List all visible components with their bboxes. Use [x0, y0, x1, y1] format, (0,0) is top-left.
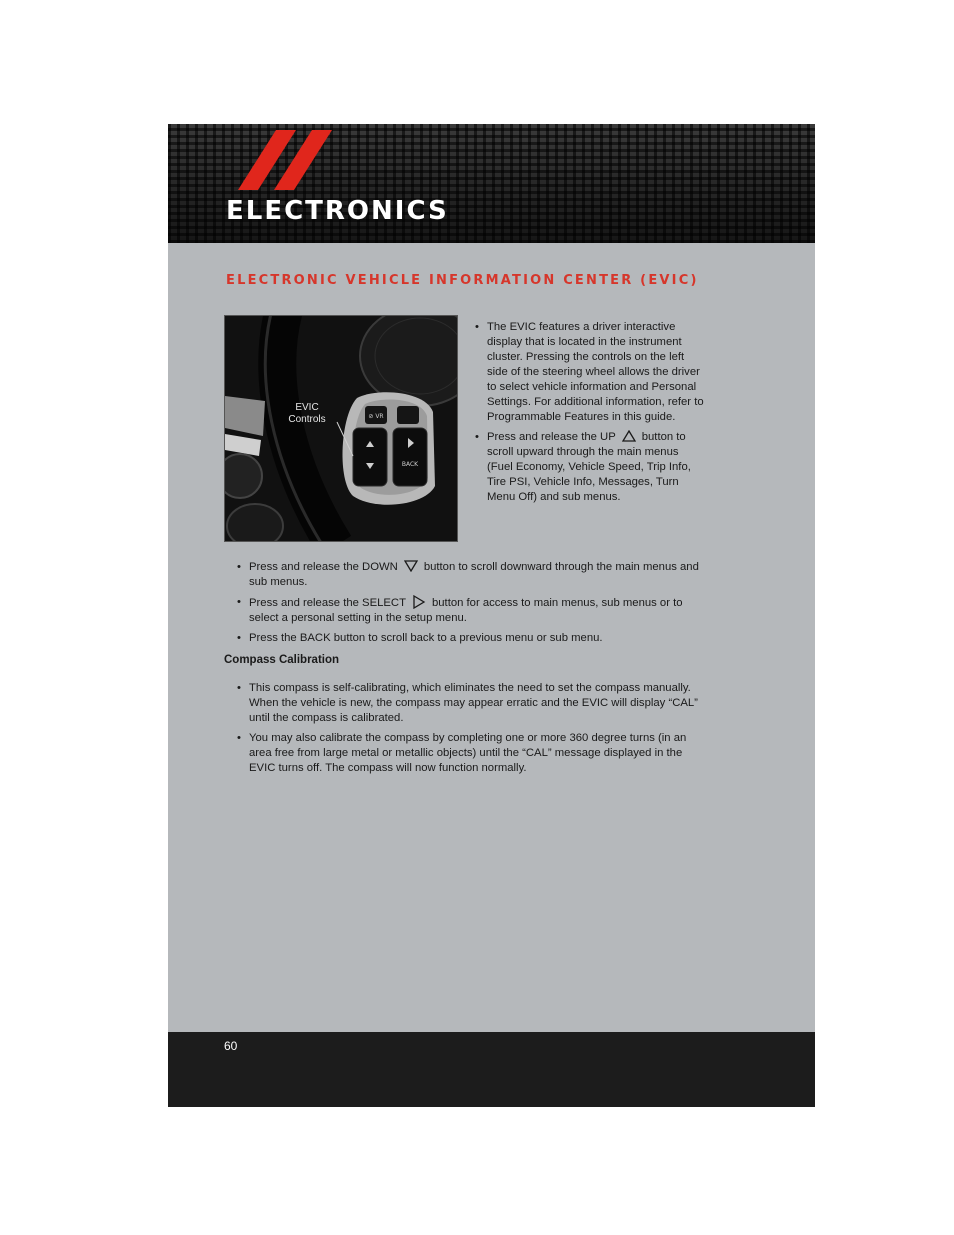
page-footer	[168, 1032, 815, 1107]
list-item: • The EVIC features a driver interactive display that is located in the instrument cluster. Pressing the controls on the left side of the steering wheel allows the driver to select vehicle information and Personal Settings. For additional information, refer to Programmable Features in this guide.	[474, 320, 704, 425]
up-bullet-text-after: button to scroll upward through the main menus (Fuel Economy, Vehicle Speed, Trip Info, Tire PSI, Vehicle Info, Messages, Turn Menu Off) and sub menus.	[487, 431, 691, 503]
down-bullet-text-after: button to scroll downward through the main menus and sub menus.	[249, 561, 699, 588]
chapter-title: ELECTRONICS	[226, 196, 449, 226]
select-bullet-text-after: button for access to main menus, sub menus or to select a personal setting in the setup menu.	[249, 596, 683, 624]
up-bullet-text-before: Press and release the UP	[487, 431, 616, 443]
up-triangle-icon	[622, 430, 636, 442]
compass-list	[236, 681, 706, 781]
compass-calibration-heading: Compass Calibration	[224, 654, 340, 666]
select-triangle-icon	[412, 595, 426, 609]
svg-text:BACK: BACK	[401, 461, 419, 468]
section-title: ELECTRONIC VEHICLE INFORMATION CENTER (EVIC)	[226, 273, 699, 288]
full-width-list	[236, 560, 706, 651]
chapter-header	[168, 124, 815, 243]
select-bullet-text-before: Press and release the SELECT	[249, 596, 406, 609]
page-number: 60	[224, 1039, 238, 1053]
list-item: • You may also calibrate the compass by completing one or more 360 degree turns (in an area free from large metal or metallic objects) until the “CAL” message displayed in the EVIC turns off. The compass will now function normally.	[236, 731, 706, 776]
photo-callout-label: EVIC Controls	[288, 402, 326, 425]
brand-stripes-logo	[238, 130, 338, 190]
manual-page	[168, 124, 815, 1107]
down-triangle-icon	[404, 560, 418, 572]
list-item: • Press the BACK button to scroll back to a previous menu or sub menu.	[236, 631, 706, 646]
list-item: • This compass is self-calibrating, which eliminates the need to set the compass manually. When the vehicle is new, the compass may appear erratic and the EVIC will display “CAL” until the compass is calibrated.	[236, 681, 706, 726]
down-bullet-text-before: Press and release the DOWN	[249, 561, 398, 573]
list-item	[474, 430, 704, 505]
list-item	[236, 595, 706, 626]
list-item	[236, 560, 706, 590]
evic-controls-photo	[224, 315, 458, 542]
right-column-list	[474, 320, 704, 510]
svg-text:⊘ VR: ⊘ VR	[368, 413, 384, 420]
